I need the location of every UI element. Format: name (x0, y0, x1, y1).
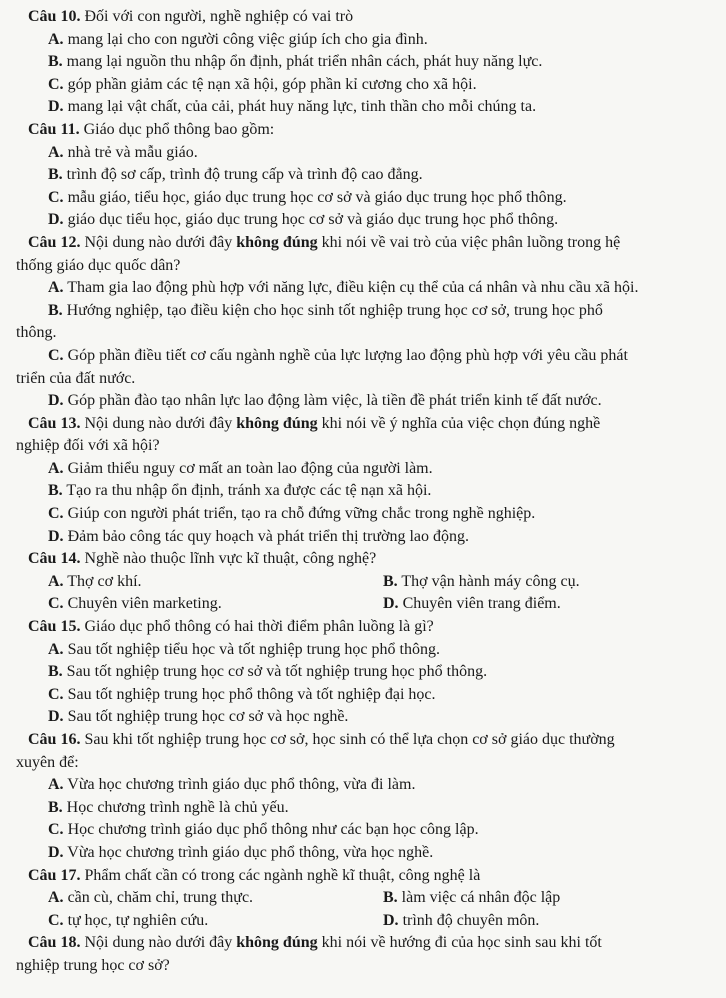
question-12-option-d (48, 390, 718, 413)
text-span: B. (383, 572, 398, 590)
question-11-option-a (48, 142, 718, 165)
text-span: mang lại cho con người công việc giúp ích cho gia đình. (67, 30, 428, 48)
text-span: Tham gia lao động phù hợp với năng lực, điều kiện cụ thể của cá nhân và nhu cầu xã hội. (67, 279, 639, 297)
question-10-option-a (48, 29, 718, 52)
question-12-option-c-cont (16, 368, 718, 391)
text-span: D. (48, 392, 64, 410)
text-span: không đúng (236, 233, 318, 251)
text-span: Câu 12. (28, 233, 81, 251)
text-span: B. (48, 798, 63, 816)
question-15-option-d (48, 706, 718, 729)
text-span: khi nói về hướng đi của học sinh sau khi tốt (321, 934, 602, 952)
text-span: D. (48, 98, 64, 116)
text-span: Thợ cơ khí. (67, 572, 142, 590)
text-span: Nội dung nào dưới đây (84, 934, 233, 952)
question-12-option-b-cont (16, 322, 718, 345)
text-span: C. (48, 685, 64, 703)
text-span: Chuyên viên marketing. (67, 595, 222, 613)
question-17-option-b (383, 887, 560, 910)
question-17-option-a (48, 887, 383, 910)
question-14-option-a (48, 571, 383, 594)
text-span: tự học, tự nghiên cứu. (67, 911, 209, 929)
text-span: Học chương trình giáo dục phổ thông như các bạn học công lập. (67, 821, 479, 839)
question-16-option-d (48, 842, 718, 865)
question-15-stem (28, 616, 718, 639)
text-span: khi nói về ý nghĩa của việc chọn đúng nghề (321, 414, 601, 432)
text-span: Câu 18. (28, 934, 81, 952)
text-span: B. (48, 663, 63, 681)
text-span: khi nói về vai trò của việc phân luồng trong hệ (321, 233, 621, 251)
question-13-option-b (48, 480, 718, 503)
text-span: Câu 11. (28, 120, 80, 138)
text-span: D. (48, 708, 64, 726)
question-11-stem (28, 119, 718, 142)
text-span: cần cù, chăm chỉ, trung thực. (67, 889, 254, 907)
text-span: Câu 15. (28, 618, 81, 636)
question-17-option-c (48, 910, 383, 933)
text-span: Sau tốt nghiệp trung học phổ thông và tốt nghiệp đại học. (67, 685, 436, 703)
text-span: triển của đất nước. (16, 369, 136, 387)
question-17-stem (28, 865, 718, 888)
question-10-option-b (48, 51, 718, 74)
text-span: làm việc cá nhân độc lập (401, 889, 561, 907)
text-span: Nội dung nào dưới đây (84, 233, 233, 251)
text-span: mang lại vật chất, của cải, phát huy năng lực, tinh thần cho mỗi chúng ta. (67, 98, 537, 116)
text-span: Nội dung nào dưới đây (84, 414, 233, 432)
text-span: Tạo ra thu nhập ổn định, tránh xa được các tệ nạn xã hội. (66, 482, 432, 500)
text-span: Vừa học chương trình giáo dục phổ thông, vừa học nghề. (67, 843, 434, 861)
question-16-option-c (48, 819, 718, 842)
question-13-stem-line2 (16, 435, 718, 458)
text-span: Giảm thiểu nguy cơ mất an toàn lao động của người làm. (67, 459, 433, 477)
question-15-option-c (48, 684, 718, 707)
question-13-option-c (48, 503, 718, 526)
text-span: D. (48, 527, 64, 545)
text-span: D. (383, 595, 399, 613)
text-span: Câu 17. (28, 866, 81, 884)
text-span: giáo dục tiểu học, giáo dục trung học cơ sở và giáo dục trung học phổ thông. (67, 211, 559, 229)
question-15-option-a (48, 639, 718, 662)
text-span: mẫu giáo, tiểu học, giáo dục trung học cơ sở và giáo dục trung học phổ thông. (67, 188, 567, 206)
text-span: mang lại nguồn thu nhập ổn định, phát triển nhân cách, phát huy năng lực. (66, 53, 543, 71)
text-span: C. (48, 911, 64, 929)
question-11-option-b (48, 164, 718, 187)
text-span: Học chương trình nghề là chủ yếu. (66, 798, 289, 816)
question-14-option-d (383, 593, 561, 616)
question-17-option-d (383, 910, 539, 933)
text-span: Sau tốt nghiệp trung học cơ sở và học nghề. (67, 708, 349, 726)
text-span: D. (48, 211, 64, 229)
question-12-option-c (48, 345, 718, 368)
text-span: Chuyên viên trang điểm. (402, 595, 561, 613)
text-span: C. (48, 505, 64, 523)
question-17-options-row-1 (48, 887, 718, 910)
text-span: Giáo dục phổ thông bao gồm: (83, 120, 275, 138)
text-span: không đúng (236, 414, 318, 432)
text-span: nghiệp trung học cơ sở? (16, 956, 170, 974)
question-13-stem (28, 413, 718, 436)
text-span: Hướng nghiệp, tạo điều kiện cho học sinh tốt nghiệp trung học cơ sở, trung học phổ (66, 301, 603, 319)
question-14-stem (28, 548, 718, 571)
text-span: Giúp con người phát triển, tạo ra chỗ đứng vững chắc trong nghề nghiệp. (67, 505, 536, 523)
text-span: thông. (16, 324, 57, 342)
text-span: C. (48, 75, 64, 93)
question-10-option-d (48, 96, 718, 119)
text-span: Câu 16. (28, 731, 81, 748)
text-span: C. (48, 595, 64, 613)
text-span: Đảm bảo công tác quy hoạch và phát triển thị trường lao động. (67, 527, 470, 545)
text-span: Góp phần đào tạo nhân lực lao động làm việc, là tiền đề phát triển kinh tế đất nước. (67, 392, 602, 410)
question-14-options-row-1 (48, 571, 718, 594)
text-span: góp phần giảm các tệ nạn xã hội, góp phần kỉ cương cho xã hội. (67, 75, 477, 93)
question-11-option-d (48, 209, 718, 232)
text-span: không đúng (236, 934, 318, 952)
question-12-stem-line2 (16, 255, 718, 278)
question-12-option-b (48, 300, 718, 323)
text-span: Sau tốt nghiệp trung học cơ sở và tốt nghiệp trung học phổ thông. (66, 663, 488, 681)
question-16-stem (28, 729, 718, 752)
text-span: Câu 13. (28, 414, 81, 432)
text-span: C. (48, 821, 64, 839)
text-span: A. (48, 459, 64, 477)
question-12-stem (28, 232, 718, 255)
text-span: B. (383, 889, 398, 907)
question-14-option-b (383, 571, 580, 594)
text-span: Sau tốt nghiệp tiểu học và tốt nghiệp trung học phổ thông. (67, 640, 440, 658)
question-13-option-d (48, 526, 718, 549)
text-span: D. (48, 843, 64, 861)
text-span: thống giáo dục quốc dân? (16, 256, 181, 274)
question-16-stem-line2 (16, 752, 718, 775)
text-span: A. (48, 143, 64, 161)
text-span: Giáo dục phổ thông có hai thời điểm phân luồng là gì? (84, 618, 434, 636)
text-span: nhà trẻ và mẫu giáo. (67, 143, 198, 161)
question-17-options-row-2 (48, 910, 718, 933)
text-span: Nghề nào thuộc lĩnh vực kĩ thuật, công nghệ? (84, 550, 377, 568)
question-14-option-c (48, 593, 383, 616)
question-18-stem-line2 (16, 955, 718, 978)
text-span: trình độ chuyên môn. (402, 911, 540, 929)
text-span: Sau khi tốt nghiệp trung học cơ sở, học sinh có thể lựa chọn cơ sở giáo dục thường (84, 731, 615, 748)
text-span: A. (48, 30, 64, 48)
question-10-stem: Câu 10. Đối với con người, nghề nghiệp có vai trò (28, 8, 354, 25)
question-15-option-b (48, 661, 718, 684)
text-span: Phẩm chất cần có trong các ngành nghề kĩ thuật, công nghệ là (84, 866, 481, 884)
text-span: trình độ sơ cấp, trình độ trung cấp và trình độ cao đẳng. (66, 166, 423, 184)
question-10-option-c (48, 74, 718, 97)
text-span: A. (48, 776, 64, 794)
text-span: C. (48, 188, 64, 206)
question-16-option-a (48, 774, 718, 797)
question-14-options-row-2 (48, 593, 718, 616)
text-span: Vừa học chương trình giáo dục phổ thông, vừa đi làm. (67, 776, 416, 794)
text-span: B. (48, 166, 63, 184)
text-span: Góp phần điều tiết cơ cấu ngành nghề của lực lượng lao động phù hợp với yêu cầu phát (67, 346, 628, 364)
text-span: B. (48, 53, 63, 71)
question-18-stem (28, 932, 718, 955)
text-span: D. (383, 911, 399, 929)
text-span: A. (48, 279, 64, 297)
question-12-option-a (48, 277, 718, 300)
text-span: xuyên để: (16, 753, 79, 771)
question-11-option-c (48, 187, 718, 210)
text-span: B. (48, 482, 63, 500)
text-span: nghiệp đối với xã hội? (16, 437, 160, 455)
text-span: Thợ vận hành máy công cụ. (401, 572, 580, 590)
text-span: C. (48, 346, 64, 364)
text-span: B. (48, 301, 63, 319)
text-span: Câu 14. (28, 550, 81, 568)
text-span: A. (48, 572, 64, 590)
question-16-option-b (48, 797, 718, 820)
question-13-option-a (48, 458, 718, 481)
text-span: A. (48, 640, 64, 658)
text-span: A. (48, 889, 64, 907)
